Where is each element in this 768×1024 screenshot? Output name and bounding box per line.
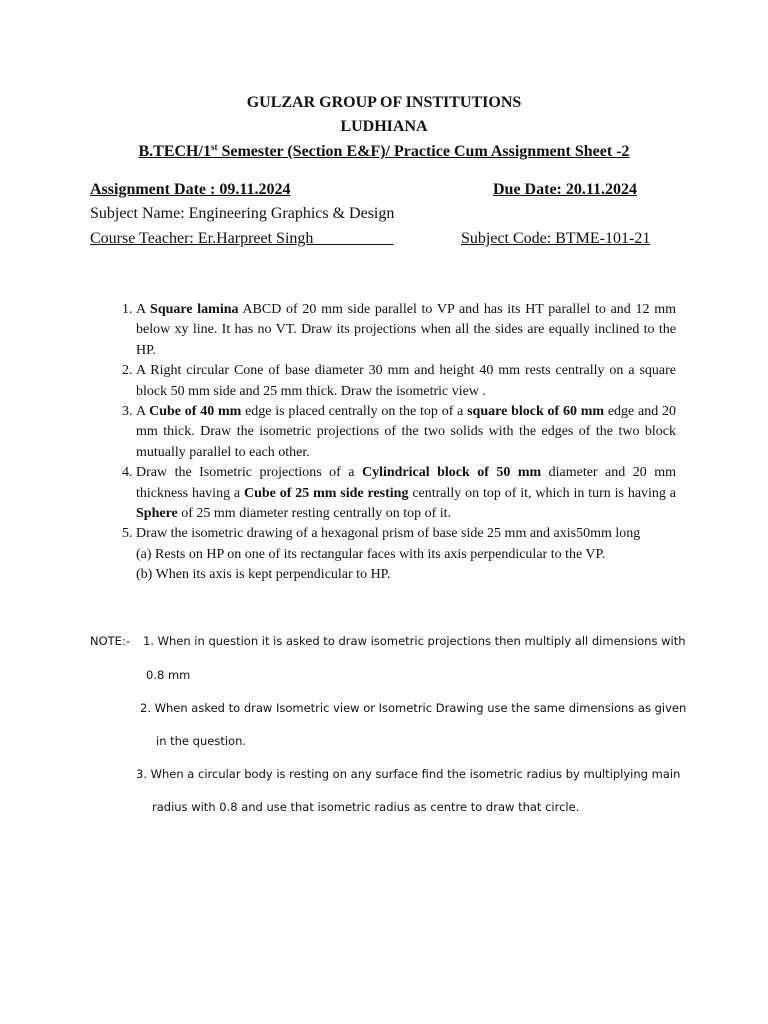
course-teacher: Course Teacher: Er.Harpreet Singh (90, 230, 394, 247)
due-date: Due Date: 20.11.2024 (493, 181, 637, 198)
note-line-6: radius with 0.8 and use that isometric radius as centre to draw that circle. (152, 800, 580, 814)
note-line-3: 2. When asked to draw Isometric view or Isometric Drawing use the same dimensions as given (140, 701, 687, 715)
city-title: LUDHIANA (340, 118, 428, 135)
note-line-2: 0.8 mm (146, 668, 191, 682)
subject-name: Subject Name: Engineering Graphics & Design (90, 205, 395, 222)
question-2: 2. A Right circular Cone of base diameter 30 mm and height 40 mm rests centrally on a square block 50 mm side and 25 mm thick. Draw the isometric view . (136, 361, 676, 402)
assignment-date: Assignment Date : 09.11.2024 (90, 181, 291, 198)
question-4-emphasis-sphere: Sphere (136, 506, 178, 522)
note-line-1: 1. When in question it is asked to draw isometric projections then multiply all dimensions with (143, 634, 686, 648)
course-prefix: B.TECH/1 (138, 143, 211, 160)
question-5b: (b) When its axis is kept perpendicular to HP. (136, 567, 391, 583)
course-superscript: st (210, 142, 218, 152)
question-3: 3. A Cube of 40 mm edge is placed centrally on the top of a square block of 60 mm edge and 20 mm thick. Draw the isometric projections of the two solids with the edges of the two block mutually parallel to each other. (136, 402, 676, 463)
question-5a: (a) Rests on HP on one of its rectangular faces with its axis perpendicular to the VP. (136, 546, 606, 562)
question-5-subparts (136, 545, 676, 586)
question-1: 1. A Square lamina ABCD of 20 mm side parallel to VP and has its HT parallel to and 12 mm below xy line. It has no VT. Draw its projections when all the sides are equally inclined to the HP. (136, 300, 676, 361)
institution-title: GULZAR GROUP OF INSTITUTIONS (246, 94, 522, 111)
question-1-emphasis: Square lamina (150, 302, 239, 317)
question-5: 5. Draw the isometric drawing of a hexagonal prism of base side 25 mm and axis50mm long (a) Rests on HP on one of its rectangular faces with its axis perpendicular to the VP. (b) When its axis is kept perpendicular to HP. (136, 524, 676, 585)
question-4-emphasis-cube: Cube of 25 mm side resting (244, 485, 409, 501)
subject-code: Subject Code: BTME-101-21 (461, 230, 651, 247)
note-line-4: in the question. (156, 734, 247, 748)
course-suffix: Semester (Section E&F)/ Practice Cum Assignment Sheet -2 (217, 143, 630, 160)
note-line-5: 3. When a circular body is resting on any surface find the isometric radius by multiplying main (136, 767, 681, 781)
question-4-emphasis-cylinder: Cylindrical block of 50 mm (361, 465, 542, 481)
question-3-emphasis-cube: Cube of 40 mm (149, 404, 242, 420)
question-list (90, 300, 676, 586)
question-4: 4. Draw the Isometric projections of a Cylindrical block of 50 mm diameter and 20 mm thickness having a Cube of 25 mm side resting centrally on top of it, which in turn is having a Sphere of 25 mm diameter resting centrally on top of it. (136, 463, 676, 524)
course-title (0, 142, 768, 161)
note-label: NOTE:- (90, 634, 130, 648)
question-3-emphasis-block: square block of 60 mm (467, 404, 605, 420)
